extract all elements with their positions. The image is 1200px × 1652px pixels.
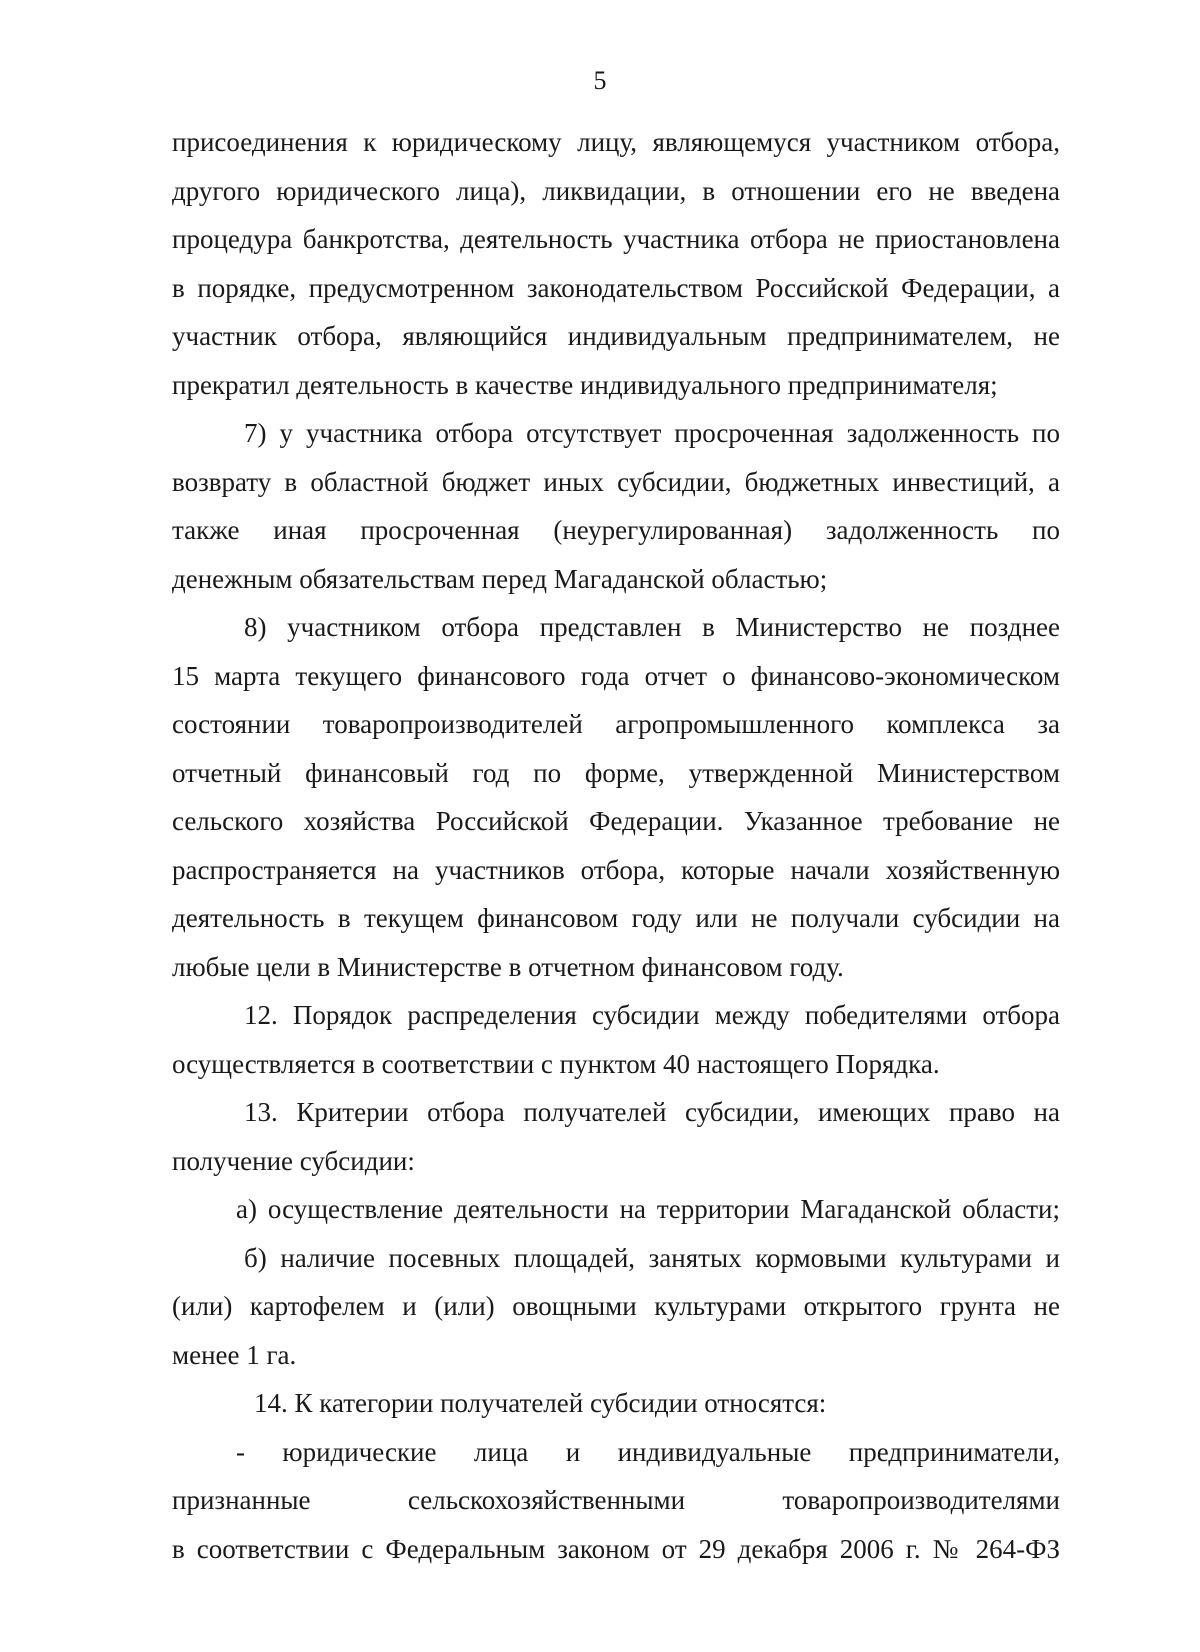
- text-line: возврату в областной бюджет иных субсидии, бюджетных инвестиций, а: [172, 466, 1060, 497]
- text-line: отчетный финансовый год по форме, утвержденной Министерством: [172, 757, 1060, 788]
- text-line: другого юридического лица), ликвидации, в отношении его не введена: [172, 175, 1060, 206]
- text-line: также иная просроченная (неурегулированная) задолженность по: [172, 515, 1060, 545]
- text-line: 7) у участника отбора отсутствует просроченная задолженность по: [244, 418, 1060, 448]
- text-line: деятельность в текущем финансовом году или не получали субсидии на: [172, 903, 1060, 933]
- text-line: в соответствии с Федеральным законом от 29 декабря 2006 г. № 264-ФЗ: [172, 1533, 1060, 1564]
- text-line: осуществляется в соответствии с пунктом 40 настоящего Порядка.: [172, 1048, 940, 1079]
- text-line: получение субсидии:: [172, 1145, 415, 1176]
- text-line: распространяется на участников отбора, которые начали хозяйственную: [172, 854, 1060, 885]
- text-line: в порядке, предусмотренном законодательством Российской Федерации, а: [172, 272, 1060, 303]
- document-body: [172, 118, 1060, 1573]
- text-line: состоянии товаропроизводителей агропромышленного комплекса за: [172, 709, 1060, 739]
- text-line: 14. К категории получателей субсидии относятся:: [254, 1388, 827, 1418]
- text-line: б) наличие посевных площадей, занятых кормовыми культурами и: [244, 1242, 1060, 1273]
- text-line: 15 марта текущего финансового года отчет о финансово-экономическом: [172, 660, 1060, 691]
- text-line: процедура банкротства, деятельность участника отбора не приостановлена: [172, 224, 1060, 254]
- text-line: - юридические лица и индивидуальные предприниматели,: [236, 1436, 1060, 1467]
- text-line: любые цели в Министерстве в отчетном финансовом году.: [172, 951, 844, 982]
- text-line: признанные сельскохозяйственными товаропроизводителями: [172, 1485, 1060, 1515]
- text-line: (или) картофелем и (или) овощными культурами открытого грунта не: [172, 1291, 1060, 1321]
- text-line: присоединения к юридическому лицу, являющемуся участником отбора,: [172, 127, 1060, 157]
- text-line: 12. Порядок распределения субсидии между победителями отбора: [244, 1000, 1060, 1030]
- text-line: 8) участником отбора представлен в Министерство не позднее: [244, 612, 1060, 642]
- text-line: сельского хозяйства Российской Федерации. Указанное требование не: [172, 806, 1060, 836]
- text-line: денежным обязательствам перед Магаданской областью;: [172, 563, 828, 594]
- text-line: 13. Критерии отбора получателей субсидии, имеющих право на: [244, 1097, 1060, 1127]
- text-line: прекратил деятельность в качестве индивидуального предпринимателя;: [172, 369, 998, 400]
- text-line: участник отбора, являющийся индивидуальным предпринимателем, не: [172, 321, 1060, 351]
- text-line: менее 1 га.: [172, 1339, 297, 1370]
- page-number: 5: [593, 66, 607, 95]
- text-line: а) осуществление деятельности на территории Магаданской области;: [236, 1194, 1060, 1224]
